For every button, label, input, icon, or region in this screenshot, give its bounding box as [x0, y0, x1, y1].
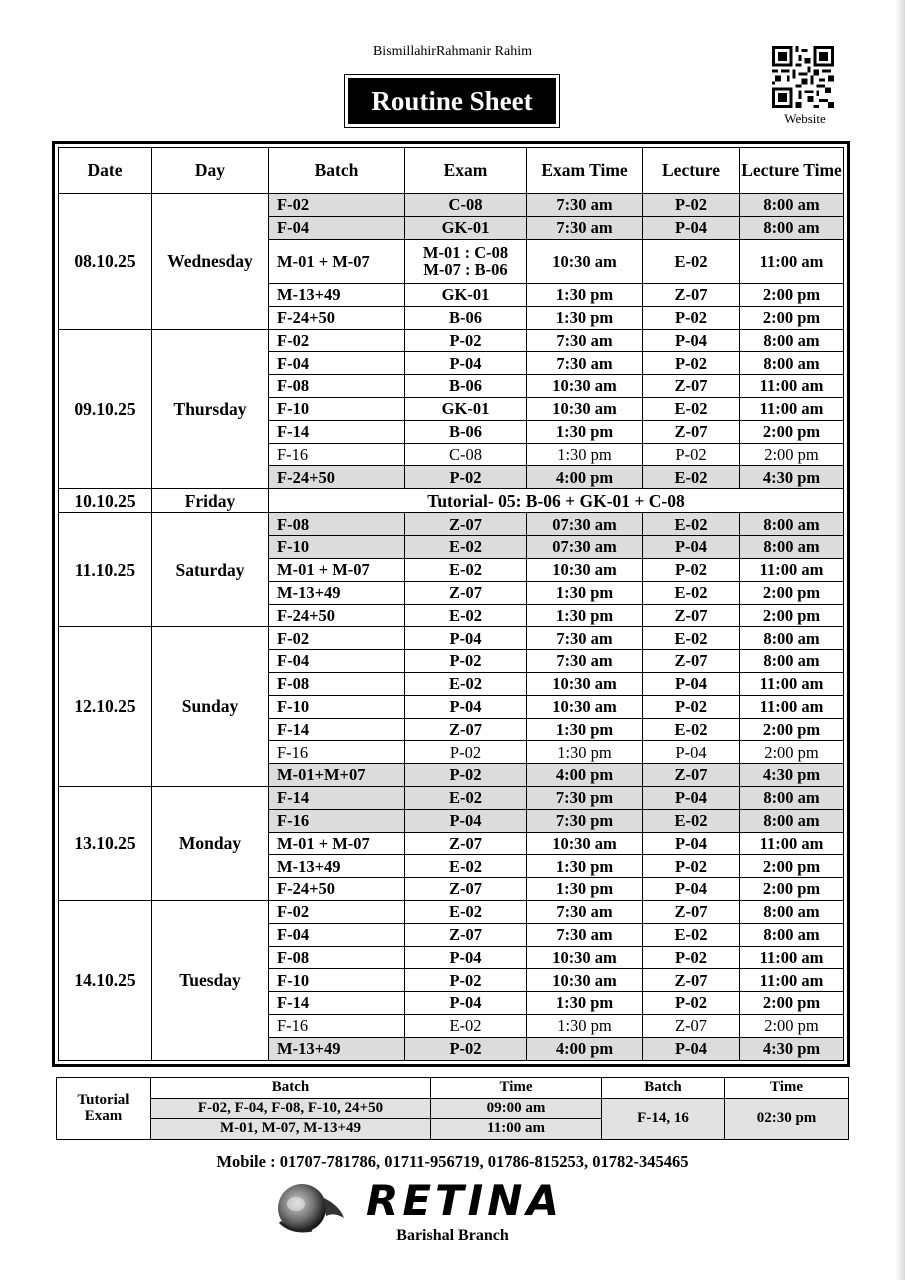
routine-table-frame [52, 141, 850, 1067]
batch-cell: F-24+50 [269, 604, 405, 627]
tutorial-time: 09:00 am [431, 1098, 602, 1119]
tutorial-batch2-header: Batch [602, 1078, 725, 1099]
table-row [59, 489, 844, 513]
batch-cell: M-01 + M-07 [269, 239, 405, 283]
lecture-cell: P-04 [643, 786, 740, 809]
table-row [59, 329, 844, 352]
lecture-cell: P-04 [643, 741, 740, 764]
exam-line: M-07 : B-06 [423, 260, 508, 280]
lecture-time-cell: 4:30 pm [740, 466, 844, 489]
lecture-time-cell: 2:00 pm [740, 306, 844, 329]
exam-time-cell: 1:30 pm [527, 1014, 643, 1037]
exam-cell: Z-07 [405, 832, 527, 855]
exam-time-cell: 10:30 am [527, 946, 643, 969]
lecture-time-cell: 11:00 am [740, 672, 844, 695]
lecture-time-cell: 2:00 pm [740, 604, 844, 627]
lecture-cell: E-02 [643, 513, 740, 536]
lecture-cell: Z-07 [643, 420, 740, 443]
lecture-cell: E-02 [643, 581, 740, 604]
lecture-time-cell: 8:00 am [740, 809, 844, 832]
batch-cell: M-13+49 [269, 1037, 405, 1060]
lecture-cell: P-02 [643, 695, 740, 718]
exam-cell: B-06 [405, 375, 527, 398]
batch-cell: F-08 [269, 946, 405, 969]
exam-cell: P-04 [405, 695, 527, 718]
exam-cell: GK-01 [405, 216, 527, 239]
lecture-cell: Z-07 [643, 375, 740, 398]
lecture-cell: Z-07 [643, 764, 740, 787]
date-cell: 11.10.25 [59, 513, 152, 627]
exam-time-cell: 4:00 pm [527, 466, 643, 489]
lecture-time-cell: 11:00 am [740, 832, 844, 855]
batch-cell: F-10 [269, 695, 405, 718]
table-header-row [59, 148, 844, 194]
lecture-cell: P-04 [643, 329, 740, 352]
exam-cell: E-02 [405, 786, 527, 809]
exam-cell: P-02 [405, 969, 527, 992]
exam-time-cell: 1:30 pm [527, 718, 643, 741]
exam-time-cell: 10:30 am [527, 239, 643, 283]
batch-cell: F-10 [269, 536, 405, 559]
lecture-cell: P-02 [643, 194, 740, 217]
exam-time-cell: 1:30 pm [527, 741, 643, 764]
exam-cell: Z-07 [405, 581, 527, 604]
batch-cell: F-14 [269, 992, 405, 1015]
exam-time-cell: 7:30 am [527, 627, 643, 650]
lecture-cell: P-04 [643, 832, 740, 855]
lecture-cell: E-02 [643, 923, 740, 946]
exam-time-cell: 4:00 pm [527, 1037, 643, 1060]
exam-cell: P-02 [405, 1037, 527, 1060]
tutorial-batch: M-01, M-07, M-13+49 [151, 1119, 431, 1140]
batch-cell: F-08 [269, 672, 405, 695]
tutorial-batch2: F-14, 16 [602, 1098, 725, 1139]
header-batch: Batch [269, 148, 405, 194]
batch-cell: F-16 [269, 1014, 405, 1037]
batch-cell: M-01 + M-07 [269, 558, 405, 581]
exam-cell: E-02 [405, 536, 527, 559]
exam-time-cell: 10:30 am [527, 832, 643, 855]
exam-cell: P-02 [405, 764, 527, 787]
exam-cell: GK-01 [405, 284, 527, 307]
exam-time-cell: 1:30 pm [527, 992, 643, 1015]
exam-time-cell: 1:30 pm [527, 306, 643, 329]
lecture-time-cell: 11:00 am [740, 239, 844, 283]
tutorial-exam-table [56, 1077, 849, 1140]
exam-cell: P-02 [405, 650, 527, 673]
lecture-cell: P-02 [643, 352, 740, 375]
exam-time-cell: 1:30 pm [527, 878, 643, 901]
exam-time-cell: 7:30 pm [527, 786, 643, 809]
tutorial-time2-header: Time [725, 1078, 849, 1099]
lecture-cell: P-04 [643, 216, 740, 239]
batch-cell: F-24+50 [269, 878, 405, 901]
day-cell: Tuesday [152, 900, 269, 1060]
batch-cell: F-02 [269, 900, 405, 923]
batch-cell: F-02 [269, 329, 405, 352]
lecture-time-cell: 2:00 pm [740, 741, 844, 764]
lecture-time-cell: 8:00 am [740, 216, 844, 239]
batch-cell: F-24+50 [269, 466, 405, 489]
batch-cell: F-16 [269, 809, 405, 832]
exam-time-cell: 10:30 am [527, 558, 643, 581]
exam-cell: P-04 [405, 946, 527, 969]
exam-cell: GK-01 [405, 397, 527, 420]
exam-time-cell: 7:30 am [527, 329, 643, 352]
batch-cell: M-01+M+07 [269, 764, 405, 787]
exam-time-cell: 7:30 am [527, 216, 643, 239]
date-cell: 14.10.25 [59, 900, 152, 1060]
exam-time-cell: 07:30 am [527, 536, 643, 559]
lecture-time-cell: 8:00 am [740, 329, 844, 352]
date-cell: 09.10.25 [59, 329, 152, 489]
lecture-cell: P-02 [643, 558, 740, 581]
lecture-cell: Z-07 [643, 900, 740, 923]
exam-time-cell: 07:30 am [527, 513, 643, 536]
batch-cell: M-13+49 [269, 284, 405, 307]
lecture-cell: Z-07 [643, 1014, 740, 1037]
lecture-cell: E-02 [643, 466, 740, 489]
lecture-time-cell: 2:00 pm [740, 420, 844, 443]
batch-cell: F-08 [269, 513, 405, 536]
exam-cell: P-02 [405, 741, 527, 764]
page-edge-shadow [895, 0, 905, 1280]
batch-cell: F-16 [269, 741, 405, 764]
tutorial-cell: Tutorial- 05: B-06 + GK-01 + C-08 [269, 489, 844, 513]
lecture-time-cell: 11:00 am [740, 969, 844, 992]
exam-cell: E-02 [405, 672, 527, 695]
exam-time-cell: 1:30 pm [527, 581, 643, 604]
batch-cell: F-10 [269, 969, 405, 992]
exam-time-cell: 7:30 am [527, 352, 643, 375]
batch-cell: F-14 [269, 786, 405, 809]
exam-time-cell: 1:30 pm [527, 420, 643, 443]
lecture-time-cell: 2:00 pm [740, 443, 844, 466]
batch-cell: F-10 [269, 397, 405, 420]
lecture-cell: P-02 [643, 443, 740, 466]
exam-time-cell: 10:30 am [527, 672, 643, 695]
page-title: Routine Sheet [348, 78, 556, 124]
exam-time-cell: 7:30 am [527, 194, 643, 217]
exam-cell: B-06 [405, 420, 527, 443]
exam-cell: P-02 [405, 329, 527, 352]
exam-time-cell: 1:30 pm [527, 855, 643, 878]
lecture-cell: P-02 [643, 992, 740, 1015]
lecture-cell: P-04 [643, 878, 740, 901]
table-row [59, 900, 844, 923]
lecture-time-cell: 8:00 am [740, 923, 844, 946]
exam-time-cell: 10:30 am [527, 397, 643, 420]
lecture-time-cell: 8:00 am [740, 352, 844, 375]
exam-cell: Z-07 [405, 878, 527, 901]
exam-cell: P-04 [405, 627, 527, 650]
lecture-cell: E-02 [643, 627, 740, 650]
exam-time-cell: 7:30 am [527, 923, 643, 946]
batch-cell: F-14 [269, 420, 405, 443]
exam-cell: E-02 [405, 1014, 527, 1037]
batch-cell: F-04 [269, 352, 405, 375]
branch-name: Barishal Branch [396, 1227, 509, 1244]
exam-cell: Z-07 [405, 513, 527, 536]
batch-cell: F-08 [269, 375, 405, 398]
day-cell: Wednesday [152, 194, 269, 330]
exam-cell: P-04 [405, 992, 527, 1015]
lecture-time-cell: 11:00 am [740, 558, 844, 581]
exam-cell [405, 239, 527, 283]
lecture-cell: P-04 [643, 1037, 740, 1060]
exam-time-cell: 7:30 pm [527, 809, 643, 832]
batch-cell: M-01 + M-07 [269, 832, 405, 855]
batch-cell: F-04 [269, 650, 405, 673]
lecture-time-cell: 11:00 am [740, 695, 844, 718]
exam-time-cell: 4:00 pm [527, 764, 643, 787]
lecture-cell: E-02 [643, 239, 740, 283]
batch-cell: F-02 [269, 627, 405, 650]
lecture-time-cell: 8:00 am [740, 627, 844, 650]
header-lecture-time: Lecture Time [740, 148, 844, 194]
lecture-time-cell: 2:00 pm [740, 718, 844, 741]
exam-time-cell: 1:30 pm [527, 443, 643, 466]
lecture-time-cell: 8:00 am [740, 513, 844, 536]
lecture-time-cell: 11:00 am [740, 375, 844, 398]
bismillah-text: BismillahirRahmanir Rahim [372, 44, 533, 59]
exam-time-cell: 1:30 pm [527, 284, 643, 307]
header-day: Day [152, 148, 269, 194]
header-exam: Exam [405, 148, 527, 194]
lecture-cell: P-02 [643, 306, 740, 329]
exam-time-cell: 10:30 am [527, 695, 643, 718]
batch-cell: F-04 [269, 923, 405, 946]
lecture-cell: P-04 [643, 536, 740, 559]
table-row [59, 627, 844, 650]
lecture-time-cell: 2:00 pm [740, 1014, 844, 1037]
lecture-cell: Z-07 [643, 284, 740, 307]
header-lecture: Lecture [643, 148, 740, 194]
day-cell: Saturday [152, 513, 269, 627]
lecture-cell: E-02 [643, 397, 740, 420]
exam-cell: E-02 [405, 558, 527, 581]
qr-label: Website [784, 111, 826, 126]
lecture-cell: P-02 [643, 946, 740, 969]
lecture-time-cell: 11:00 am [740, 397, 844, 420]
lecture-cell: P-02 [643, 855, 740, 878]
lecture-time-cell: 8:00 am [740, 650, 844, 673]
date-cell: 13.10.25 [59, 786, 152, 900]
exam-cell: P-02 [405, 466, 527, 489]
lecture-time-cell: 2:00 pm [740, 855, 844, 878]
day-cell: Sunday [152, 627, 269, 787]
lecture-time-cell: 2:00 pm [740, 284, 844, 307]
exam-cell: Z-07 [405, 923, 527, 946]
lecture-time-cell: 4:30 pm [740, 1037, 844, 1060]
tutorial-time2: 02:30 pm [725, 1098, 849, 1139]
header-exam-time: Exam Time [527, 148, 643, 194]
tutorial-time: 11:00 am [431, 1119, 602, 1140]
tutorial-header-row [57, 1078, 849, 1099]
brand-logo-text: RETINA [366, 1176, 563, 1225]
day-cell: Friday [152, 489, 269, 513]
exam-time-cell: 10:30 am [527, 969, 643, 992]
title-box [344, 74, 560, 128]
exam-time-cell: 7:30 am [527, 650, 643, 673]
exam-cell: P-04 [405, 809, 527, 832]
tutorial-row [57, 1098, 849, 1119]
routine-table [58, 147, 844, 1061]
batch-cell: F-04 [269, 216, 405, 239]
lecture-time-cell: 2:00 pm [740, 992, 844, 1015]
table-row [59, 513, 844, 536]
exam-cell: E-02 [405, 900, 527, 923]
batch-cell: F-02 [269, 194, 405, 217]
table-row [59, 194, 844, 217]
date-cell: 08.10.25 [59, 194, 152, 330]
tutorial-exam-label: Tutorial Exam [57, 1078, 151, 1140]
exam-cell: E-02 [405, 604, 527, 627]
day-cell: Monday [152, 786, 269, 900]
lecture-cell: Z-07 [643, 969, 740, 992]
exam-cell: B-06 [405, 306, 527, 329]
tutorial-time-header: Time [431, 1078, 602, 1099]
exam-cell: C-08 [405, 194, 527, 217]
lecture-cell: Z-07 [643, 650, 740, 673]
qr-code-icon[interactable] [772, 46, 834, 108]
tutorial-batch: F-02, F-04, F-08, F-10, 24+50 [151, 1098, 431, 1119]
lecture-time-cell: 4:30 pm [740, 764, 844, 787]
exam-cell: C-08 [405, 443, 527, 466]
batch-cell: F-24+50 [269, 306, 405, 329]
lecture-time-cell: 8:00 am [740, 536, 844, 559]
date-cell: 10.10.25 [59, 489, 152, 513]
lecture-cell: P-04 [643, 672, 740, 695]
tutorial-batch-header: Batch [151, 1078, 431, 1099]
batch-cell: M-13+49 [269, 581, 405, 604]
exam-cell: Z-07 [405, 718, 527, 741]
lecture-time-cell: 8:00 am [740, 194, 844, 217]
lecture-cell: E-02 [643, 718, 740, 741]
batch-cell: M-13+49 [269, 855, 405, 878]
lecture-time-cell: 8:00 am [740, 786, 844, 809]
exam-cell: P-04 [405, 352, 527, 375]
lecture-time-cell: 11:00 am [740, 946, 844, 969]
lecture-cell: E-02 [643, 809, 740, 832]
batch-cell: F-16 [269, 443, 405, 466]
date-cell: 12.10.25 [59, 627, 152, 787]
lecture-cell: Z-07 [643, 604, 740, 627]
lecture-time-cell: 8:00 am [740, 900, 844, 923]
table-row [59, 786, 844, 809]
lecture-time-cell: 2:00 pm [740, 878, 844, 901]
exam-cell: E-02 [405, 855, 527, 878]
exam-line: M-01 : C-08 [422, 242, 509, 262]
exam-time-cell: 1:30 pm [527, 604, 643, 627]
batch-cell: F-14 [269, 718, 405, 741]
exam-time-cell: 10:30 am [527, 375, 643, 398]
exam-time-cell: 7:30 am [527, 900, 643, 923]
header-date: Date [59, 148, 152, 194]
day-cell: Thursday [152, 329, 269, 489]
lecture-time-cell: 2:00 pm [740, 581, 844, 604]
mobile-numbers: Mobile : 01707-781786, 01711-956719, 01786-815253, 01782-345465 [216, 1152, 689, 1171]
